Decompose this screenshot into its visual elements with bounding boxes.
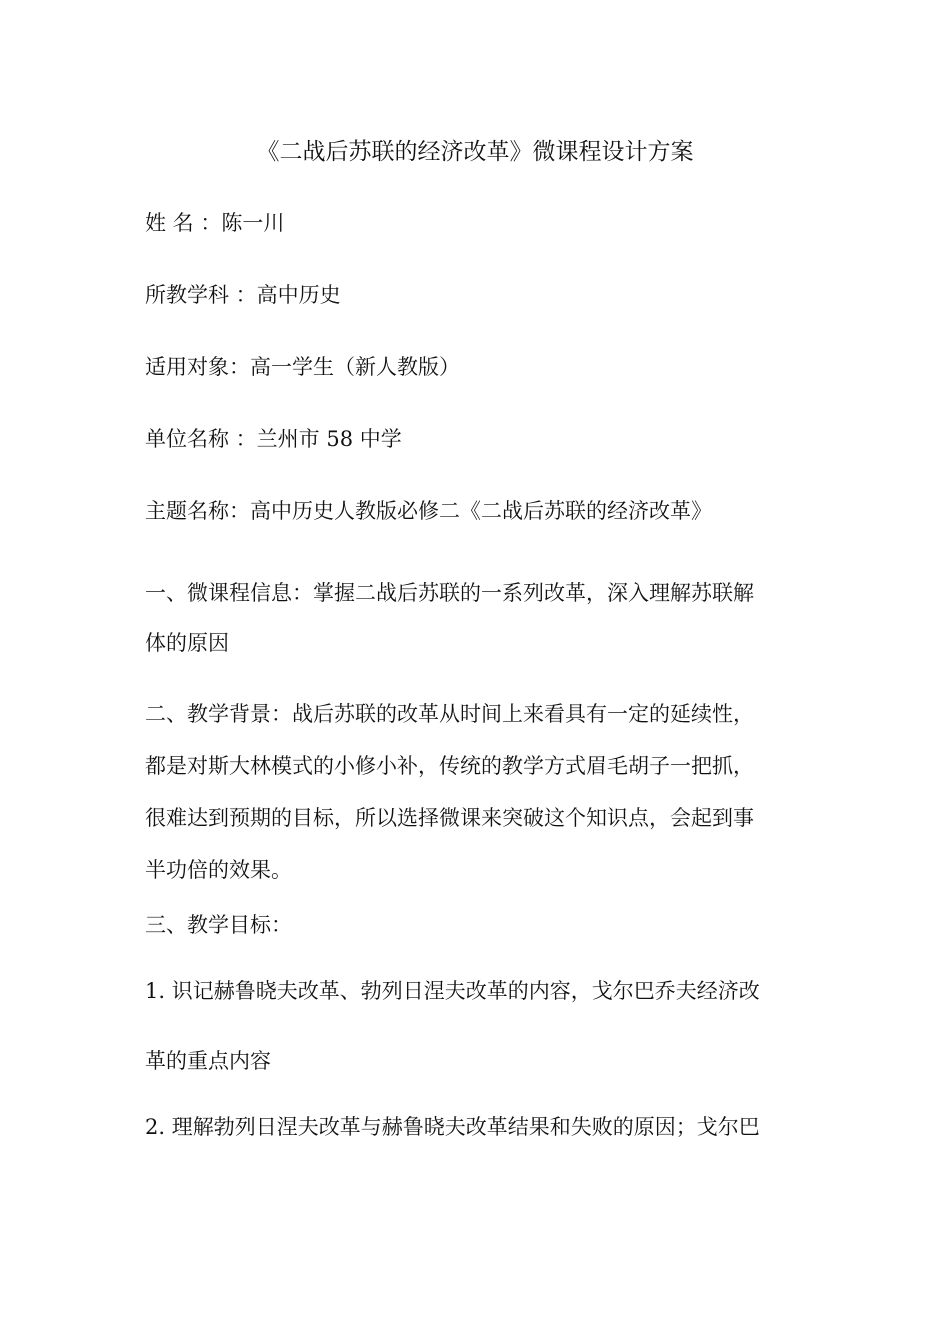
document-title: 《二战后苏联的经济改革》微课程设计方案 xyxy=(256,139,694,165)
section-1-line: 一、微课程信息：掌握二战后苏联的一系列改革，深入理解苏联解 xyxy=(145,581,754,605)
field-subject: 所教学科 ：高中历史 xyxy=(145,283,341,307)
section-2-line: 很难达到预期的目标，所以选择微课来突破这个知识点，会起到事 xyxy=(145,806,754,830)
section-2-line: 半功倍的效果。 xyxy=(145,858,292,882)
section-3-heading: 三、教学目标： xyxy=(145,913,292,937)
section-2-background xyxy=(145,688,825,896)
field-unit: 单位名称 ：兰州市 58 中学 xyxy=(145,427,402,451)
section-2-line: 二、教学背景：战后苏联的改革从时间上来看具有一定的延续性， xyxy=(145,702,754,726)
field-audience: 适用对象：高一学生（新人教版） xyxy=(145,355,460,379)
section-1-line: 体的原因 xyxy=(145,631,229,655)
section-1-course-info xyxy=(145,568,825,668)
goal-2-line-1: 2. 理解勃列日涅夫改革与赫鲁晓夫改革结果和失败的原因；戈尔巴 xyxy=(145,1115,760,1139)
field-name: 姓 名 ：陈一川 xyxy=(145,211,285,235)
goal-1-line-1: 1. 识记赫鲁晓夫改革、勃列日涅夫改革的内容，戈尔巴乔夫经济改 xyxy=(145,979,760,1003)
field-topic: 主题名称：高中历史人教版必修二《二战后苏联的经济改革》 xyxy=(145,499,712,523)
section-2-line: 都是对斯大林模式的小修小补，传统的教学方式眉毛胡子一把抓， xyxy=(145,754,754,778)
goal-1-line-2: 革的重点内容 xyxy=(145,1049,271,1073)
